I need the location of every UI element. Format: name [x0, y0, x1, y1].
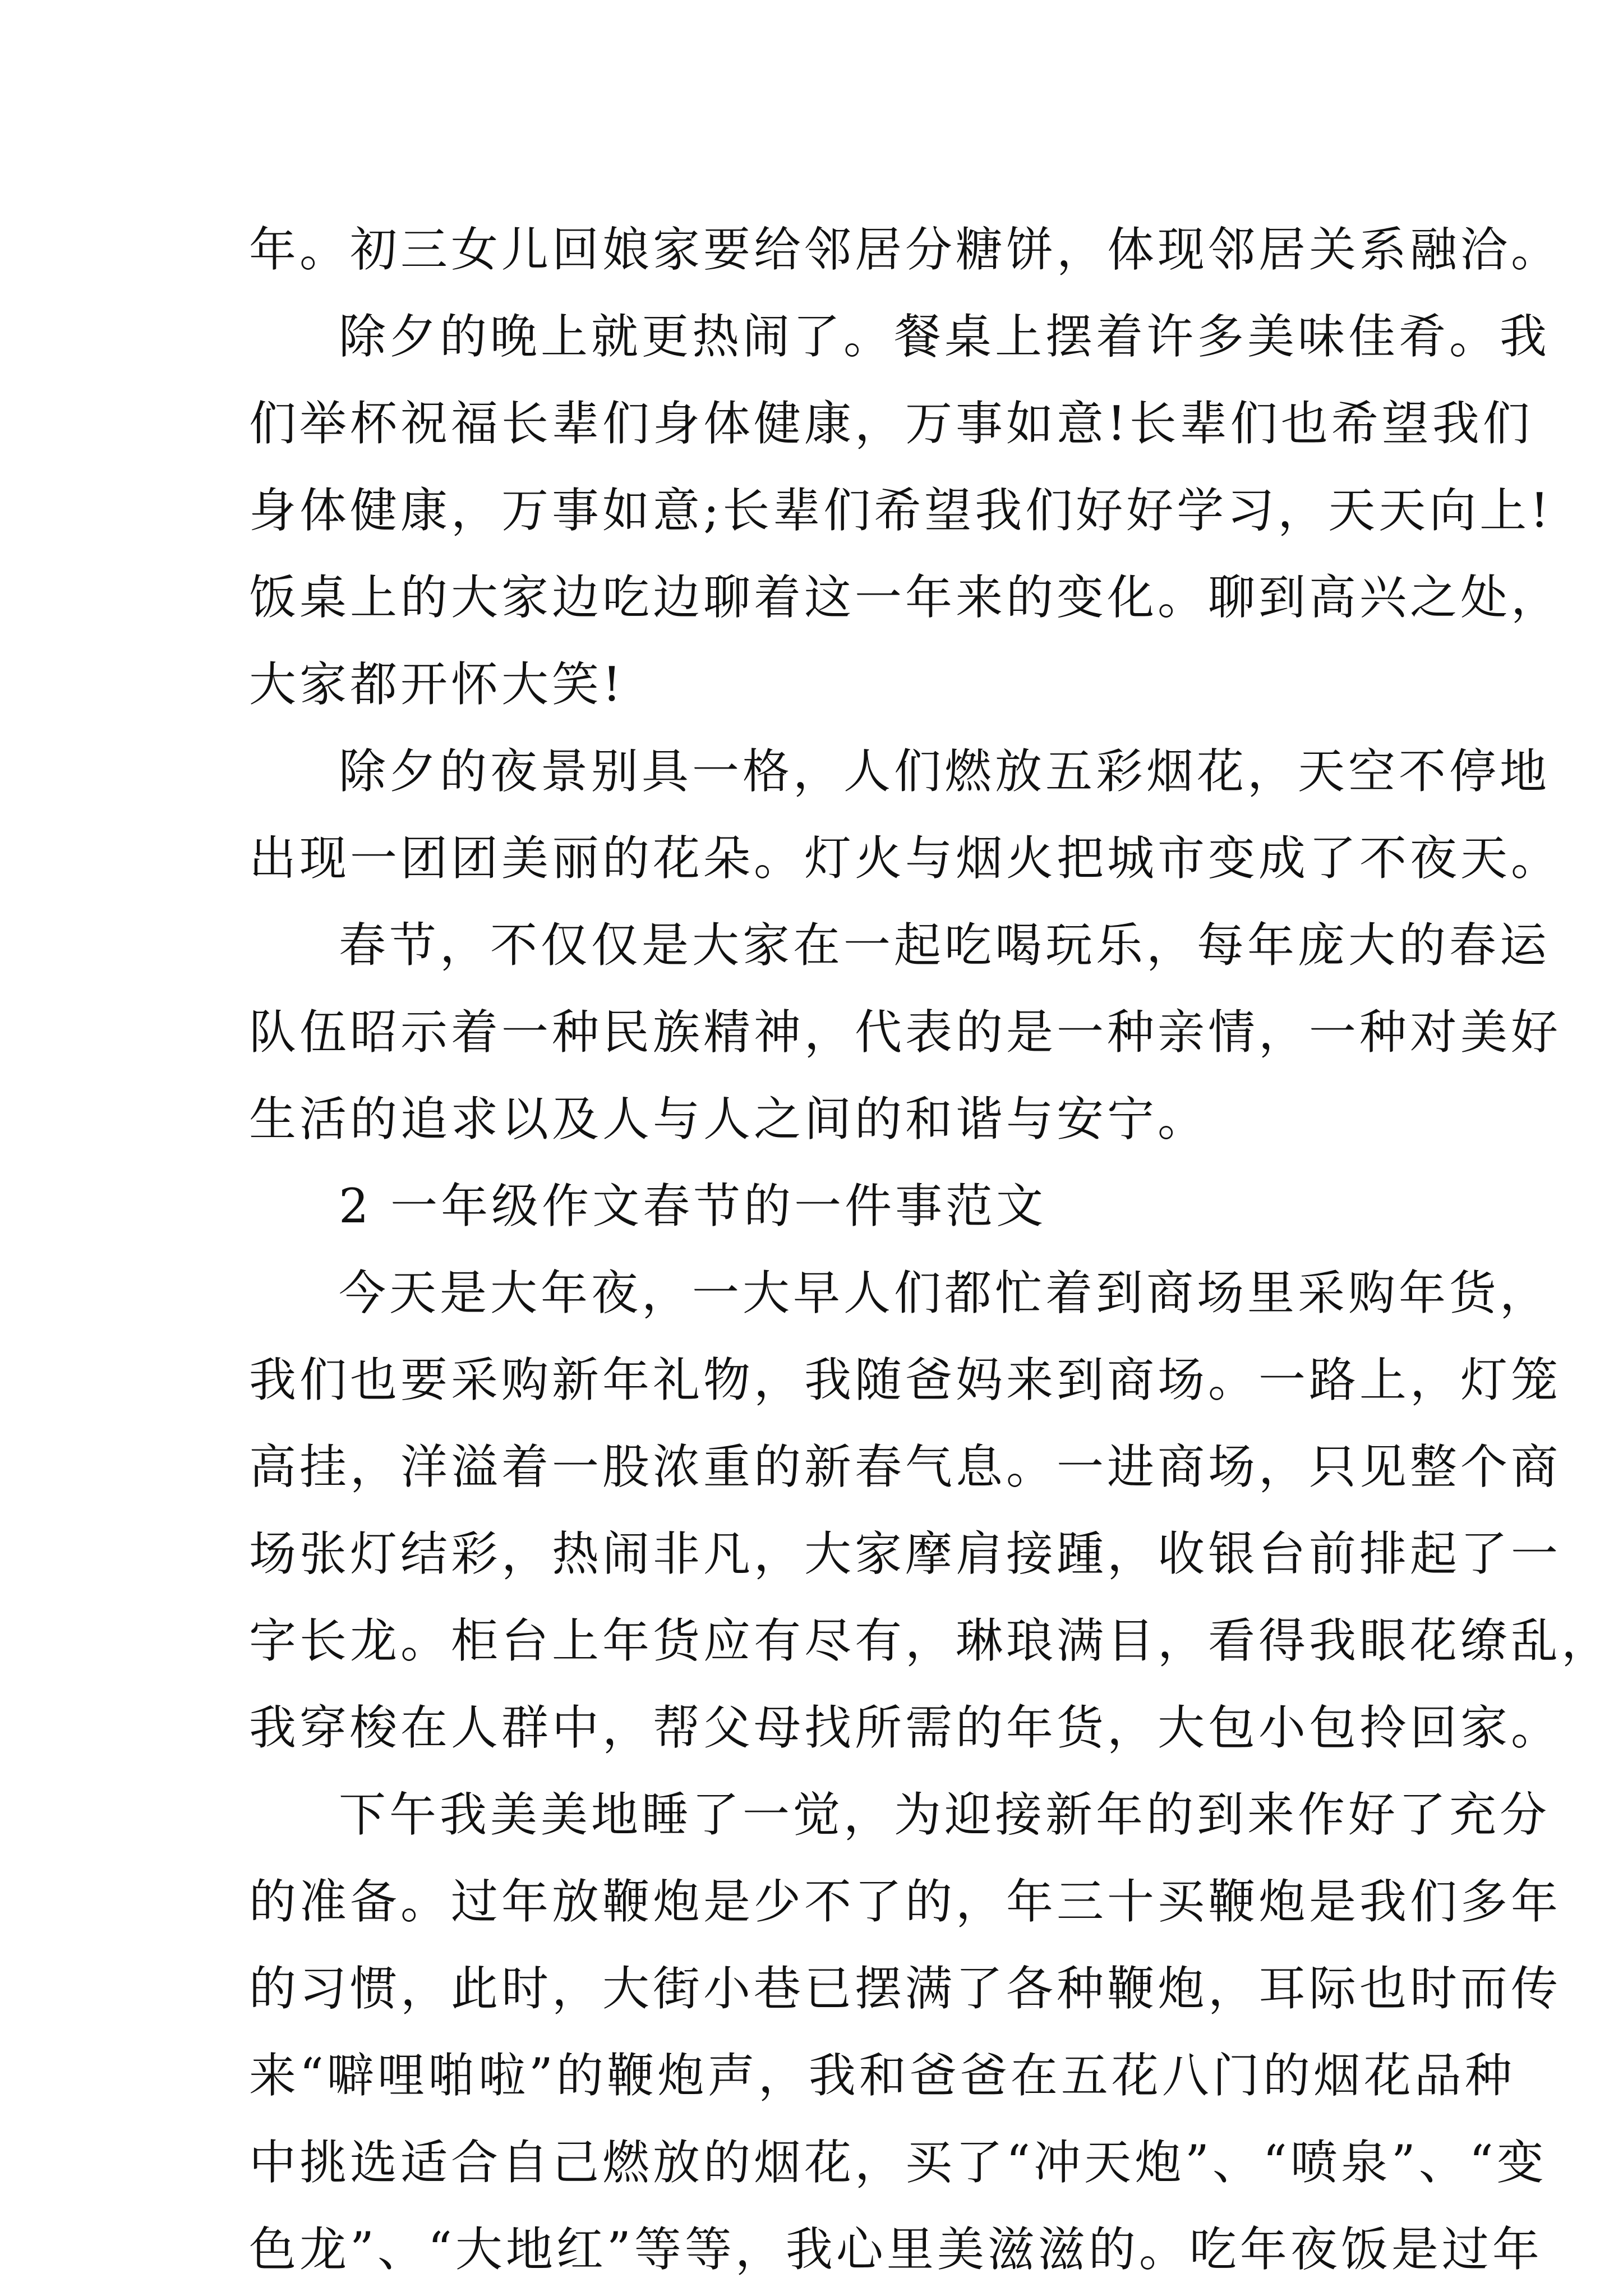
paragraph-first-line: 除夕的晚上就更热闹了。餐桌上摆着许多美味佳肴。我 [339, 309, 1551, 364]
text-line: 色龙”、“大地红”等等，我心里美滋滋的。吃年夜饭是过年 [249, 2222, 1543, 2277]
paragraph-first-line: 下午我美美地睡了一觉，为迎接新年的到来作好了充分 [339, 1787, 1551, 1842]
text-line: 年。初三女儿回娘家要给邻居分糖饼，体现邻居关系融洽。 [249, 222, 1562, 277]
text-line: 来“噼哩啪啦”的鞭炮声，我和爸爸在五花八门的烟花品种 [249, 2048, 1515, 2103]
text-line: 我们也要采购新年礼物，我随爸妈来到商场。一路上，灯笼 [249, 1352, 1562, 1407]
text-line: 饭桌上的大家边吃边聊着这一年来的变化。聊到高兴之处， [249, 570, 1562, 625]
text-line: 的习惯，此时，大街小巷已摆满了各种鞭炮，耳际也时而传 [249, 1961, 1562, 2016]
text-line: 生活的追求以及人与人之间的和谐与安宁。 [249, 1092, 1209, 1147]
text-line: 们举杯祝福长辈们身体健康，万事如意!长辈们也希望我们 [249, 396, 1533, 451]
body-text [249, 206, 1612, 2293]
text-line: 出现一团团美丽的花朵。灯火与烟火把城市变成了不夜天。 [249, 831, 1562, 886]
text-line: 中挑选适合自己燃放的烟花，买了“冲天炮”、“喷泉”、“变 [249, 2135, 1547, 2190]
text-line: 队伍昭示着一种民族精神，代表的是一种亲情，一种对美好 [249, 1005, 1562, 1060]
text-line: 场张灯结彩，热闹非凡，大家摩肩接踵，收银台前排起了一 [249, 1526, 1562, 1581]
text-line: 高挂，洋溢着一股浓重的新春气息。一进商场，只见整个商 [249, 1439, 1562, 1494]
text-line: 的准备。过年放鞭炮是少不了的，年三十买鞭炮是我们多年 [249, 1874, 1562, 1929]
text-line: 身体健康，万事如意;长辈们希望我们好好学习，天天向上! [249, 483, 1553, 538]
text-line: 大家都开怀大笑! [249, 657, 625, 712]
paragraph-first-line: 今天是大年夜，一大早人们都忙着到商场里采购年货， [339, 1266, 1551, 1320]
paragraph-first-line: 除夕的夜景别具一格，人们燃放五彩烟花，天空不停地 [339, 744, 1551, 799]
paragraph-first-line: 春节，不仅仅是大家在一起吃喝玩乐，每年庞大的春运 [339, 918, 1551, 973]
text-line: 字长龙。柜台上年货应有尽有，琳琅满目，看得我眼花缭乱， [249, 1613, 1612, 1668]
text-line: 我穿梭在人群中，帮父母找所需的年货，大包小包拎回家。 [249, 1700, 1562, 1755]
paragraph-first-line: 2 一年级作文春节的一件事范文 [339, 1179, 1047, 1234]
